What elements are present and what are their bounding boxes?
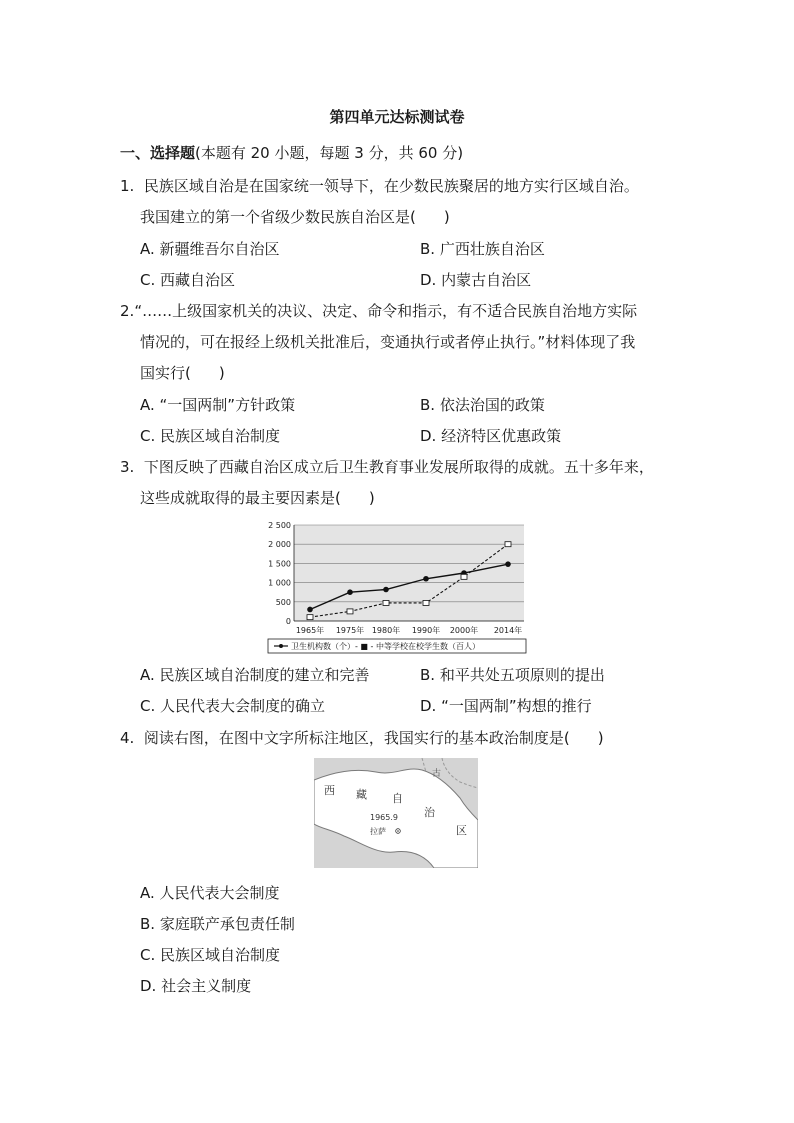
map-label-char: 自 xyxy=(392,792,403,805)
y-tick-label: 0 xyxy=(285,617,291,626)
section-title: 一、选择题 xyxy=(120,144,196,162)
option-c: C. 民族区域自治制度 xyxy=(140,946,281,964)
option-d: D. 社会主义制度 xyxy=(140,977,252,995)
y-tick-label: 1 500 xyxy=(268,559,291,569)
question-number: 4. xyxy=(120,729,135,747)
section-note: (本题有 20 小题，每题 3 分，共 60 分) xyxy=(195,144,464,162)
answer-bracket: ) xyxy=(218,364,225,382)
map-label-date: 1965.9 xyxy=(370,813,398,822)
y-tick-label: 2 500 xyxy=(268,521,291,530)
map-label-char: 藏 xyxy=(356,788,367,801)
question-3-line1 xyxy=(120,456,654,478)
series-point-square xyxy=(307,615,313,620)
series-point-square xyxy=(383,600,389,605)
x-tick-label: 2000年 xyxy=(449,626,479,635)
series-point-dot xyxy=(505,561,511,567)
question-2-line3 xyxy=(140,362,225,384)
question-number: 2. xyxy=(120,302,135,320)
question-text: 这些成就取得的最主要因素是( xyxy=(140,489,341,507)
question-2-line1 xyxy=(120,300,637,322)
option-b: B. 依法治国的政策 xyxy=(420,396,545,414)
tibet-map-svg xyxy=(314,758,478,868)
y-tick-label: 1 000 xyxy=(268,578,291,588)
question-text: 我国建立的第一个省级少数民族自治区是( xyxy=(140,208,416,226)
question-2-line2: 情况的，可在报经上级机关批准后，变通执行或者停止执行。”材料体现了我 xyxy=(140,333,636,351)
capital-marker-dot xyxy=(397,830,399,832)
series-point-square xyxy=(461,574,467,579)
option-c: C. 西藏自治区 xyxy=(140,271,236,289)
question-number: 1. xyxy=(120,177,135,195)
legend-text: 卫生机构数（个）- ■ - 中等学校在校学生数（百人） xyxy=(291,642,480,651)
question-text: 民族区域自治是在国家统一领导下，在少数民族聚居的地方实行区域自治。 xyxy=(143,177,639,195)
option-a: A. 新疆维吾尔自治区 xyxy=(140,240,280,258)
map-label-char: 治 xyxy=(424,806,435,819)
series-point-square xyxy=(347,609,353,614)
option-d: D. 经济特区优惠政策 xyxy=(420,427,562,445)
question-text: “……上级国家机关的决议、决定、命令和指示，有不适合民族自治地方实际 xyxy=(134,302,638,320)
option-a: A. 人民代表大会制度 xyxy=(140,884,280,902)
answer-bracket: ) xyxy=(443,208,450,226)
question-4-line1 xyxy=(120,727,604,749)
map-label-corner: 古 xyxy=(432,769,442,779)
y-tick-label: 500 xyxy=(275,597,291,607)
question-number: 3. xyxy=(120,458,135,476)
question-1-line2 xyxy=(140,206,450,228)
option-a: A. 民族区域自治制度的建立和完善 xyxy=(140,666,370,684)
series-point-dot xyxy=(423,576,429,582)
option-c: C. 民族区域自治制度 xyxy=(140,427,281,445)
option-b: B. 和平共处五项原则的提出 xyxy=(420,666,605,684)
y-tick-label: 2 000 xyxy=(268,540,291,550)
series-point-dot xyxy=(347,589,353,595)
option-d: D. 内蒙古自治区 xyxy=(420,271,532,289)
map-label-char: 西 xyxy=(324,784,335,797)
series-point-dot xyxy=(383,587,389,593)
option-d: D. “一国两制”构想的推行 xyxy=(420,697,592,715)
option-c: C. 人民代表大会制度的确立 xyxy=(140,697,326,715)
x-tick-label: 1980年 xyxy=(371,626,401,635)
question-text: 国实行( xyxy=(140,364,191,382)
tibet-map xyxy=(314,758,478,868)
legend-swatch-dot xyxy=(279,644,283,648)
page-title: 第四单元达标测试卷 xyxy=(329,108,465,126)
question-text: 下图反映了西藏自治区成立后卫生教育事业发展所取得的成就。五十多年来， xyxy=(143,458,654,476)
x-tick-label: 1965年 xyxy=(295,626,325,635)
series-point-square xyxy=(505,542,511,547)
series-point-dot xyxy=(307,607,313,613)
x-tick-label: 1990年 xyxy=(411,626,441,635)
question-1-line1 xyxy=(120,175,639,197)
section-heading xyxy=(120,142,463,163)
option-a: A. “一国两制”方针政策 xyxy=(140,396,296,414)
answer-bracket: ) xyxy=(368,489,375,507)
line-chart xyxy=(262,517,532,657)
line-chart-svg xyxy=(262,517,532,657)
x-tick-label: 2014年 xyxy=(493,626,523,635)
series-point-square xyxy=(423,600,429,605)
map-label-char: 区 xyxy=(456,824,467,837)
plot-area xyxy=(294,525,524,621)
question-3-line2 xyxy=(140,487,375,509)
option-b: B. 家庭联产承包责任制 xyxy=(140,915,295,933)
answer-bracket: ) xyxy=(597,729,604,747)
x-tick-label: 1975年 xyxy=(335,626,365,635)
map-label-city: 拉萨 xyxy=(370,827,386,836)
option-b: B. 广西壮族自治区 xyxy=(420,240,545,258)
question-text: 阅读右图，在图中文字所标注地区，我国实行的基本政治制度是( xyxy=(143,729,570,747)
